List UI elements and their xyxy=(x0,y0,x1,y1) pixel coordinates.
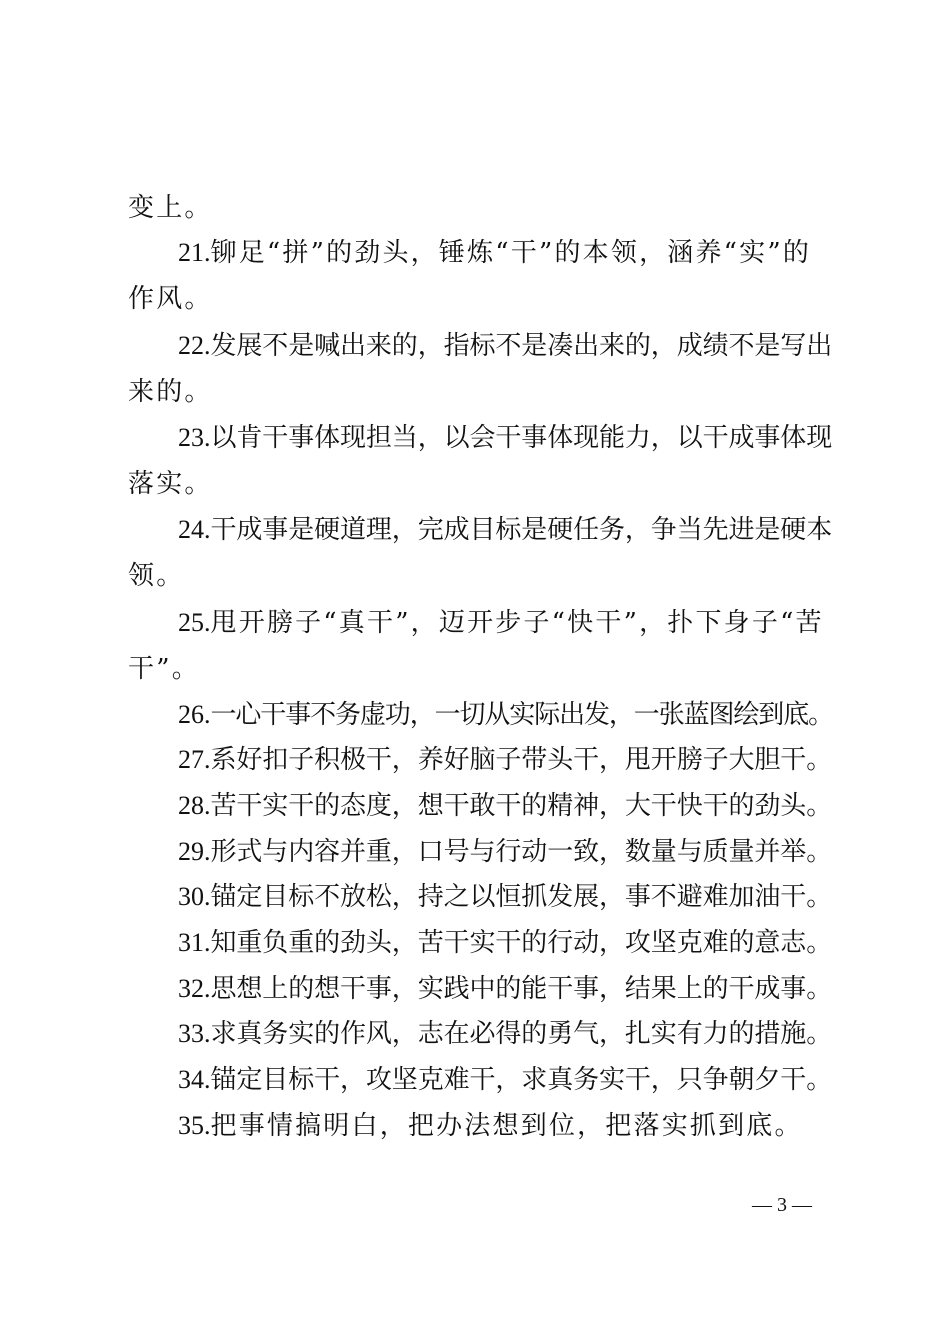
list-item-30 xyxy=(178,882,832,912)
item-number: 29. xyxy=(178,837,211,866)
item-number: 31. xyxy=(178,928,211,957)
list-item-24-line1 xyxy=(178,515,832,545)
item-number: 35. xyxy=(178,1111,211,1140)
list-item-22-line1 xyxy=(178,331,832,361)
item-number: 22. xyxy=(178,331,211,360)
item-text: 铆足“拼”的劲头，锤炼“干”的本领，涵养“实”的 xyxy=(210,238,812,268)
list-item-21-line2: 作风。 xyxy=(128,284,213,314)
item-number: 24. xyxy=(178,515,211,544)
list-item-28 xyxy=(178,791,832,821)
list-item-34 xyxy=(178,1065,832,1095)
list-item-33 xyxy=(178,1019,832,1049)
list-item-22-line2: 来的。 xyxy=(128,377,213,407)
list-item-23-line1 xyxy=(178,423,832,453)
item-text: 求真务实的作风，志在必得的勇气，扎实有力的措施。 xyxy=(210,1019,833,1049)
list-item-32 xyxy=(178,974,832,1004)
item-text: 以肯干事体现担当，以会干事体现能力，以干成事体现 xyxy=(210,423,833,453)
list-item-25-line1 xyxy=(178,608,824,638)
list-item-27 xyxy=(178,745,832,775)
item-number: 26. xyxy=(178,700,211,729)
list-item-24-line2: 领。 xyxy=(128,561,185,591)
item-number: 28. xyxy=(178,791,211,820)
item-text: 锚定目标不放松，持之以恒抓发展，事不避难加油干。 xyxy=(210,882,833,912)
item-text: 思想上的想干事，实践中的能干事，结果上的干成事。 xyxy=(210,974,833,1004)
item-number: 21. xyxy=(178,238,211,267)
list-item-26 xyxy=(178,700,833,730)
item-number: 27. xyxy=(178,745,211,774)
item-text: 把事情搞明白，把办法想到位，把落实抓到底。 xyxy=(210,1111,803,1141)
item-text: 苦干实干的态度，想干敢干的精神，大干快干的劲头。 xyxy=(210,791,833,821)
list-item-23-line2: 落实。 xyxy=(128,469,213,499)
list-item-21-line1 xyxy=(178,238,811,268)
item-number: 34. xyxy=(178,1065,211,1094)
item-number: 32. xyxy=(178,974,211,1003)
item-number: 23. xyxy=(178,423,211,452)
list-item-25-line2: 干”。 xyxy=(128,654,200,684)
item-text: 形式与内容并重，口号与行动一致，数量与质量并举。 xyxy=(210,837,833,867)
item-number: 25. xyxy=(178,608,211,637)
item-number: 30. xyxy=(178,882,211,911)
item-text: 锚定目标干，攻坚克难干，求真务实干，只争朝夕干。 xyxy=(210,1065,833,1095)
item-text: 甩开膀子“真干”，迈开步子“快干”，扑下身子“苦 xyxy=(210,608,824,638)
item-text: 发展不是喊出来的，指标不是凑出来的，成绩不是写出 xyxy=(210,331,833,361)
item-number: 33. xyxy=(178,1019,211,1048)
item-text: 干成事是硬道理，完成目标是硬任务，争当先进是硬本 xyxy=(210,515,833,545)
list-item-31 xyxy=(178,928,832,958)
item-text: 系好扣子积极干，养好脑子带头干，甩开膀子大胆干。 xyxy=(210,745,833,775)
list-item-29 xyxy=(178,837,832,867)
item-text: 一心干事不务虚功，一切从实际出发，一张蓝图绘到底。 xyxy=(210,700,834,730)
continuation-text: 变上。 xyxy=(128,193,213,223)
page-number: — 3 — xyxy=(752,1194,812,1216)
list-item-35 xyxy=(178,1111,803,1141)
item-text: 知重负重的劲头，苦干实干的行动，攻坚克难的意志。 xyxy=(210,928,833,958)
